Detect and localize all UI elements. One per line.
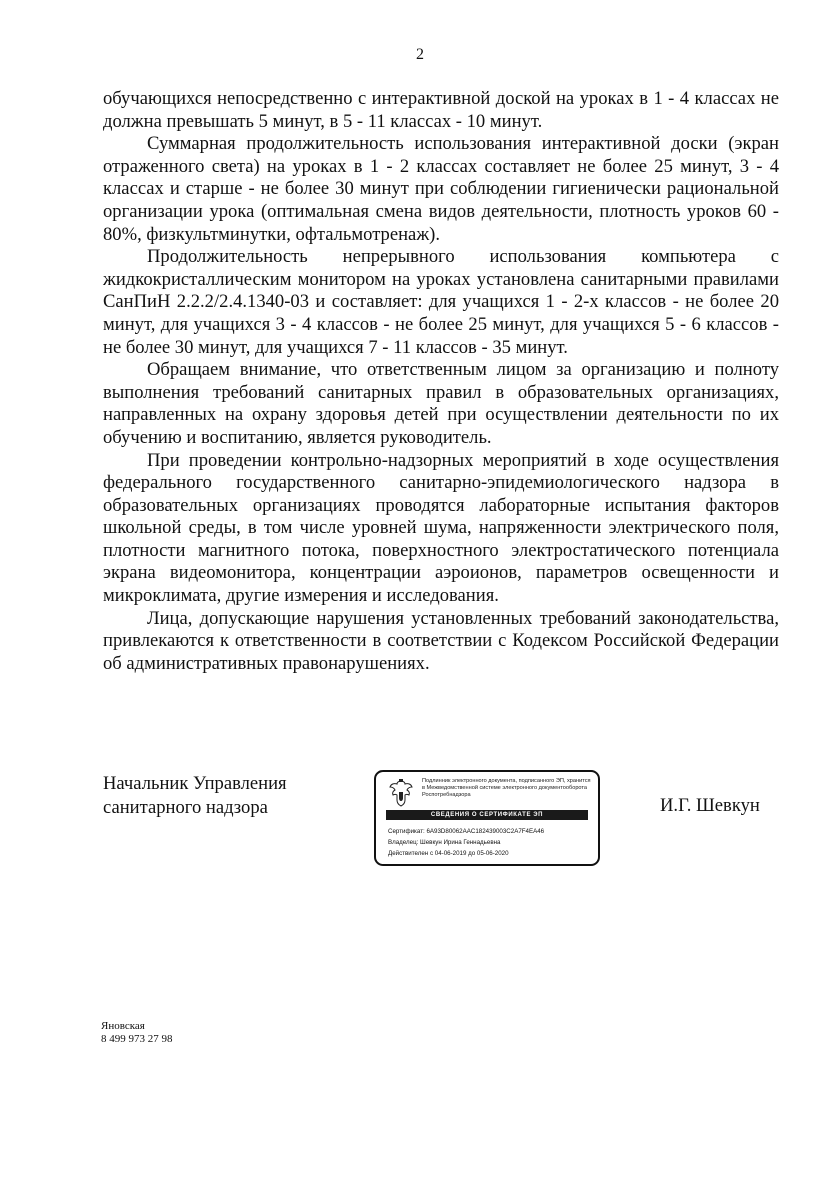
executor-name: Яновская [101,1020,145,1032]
paragraph: При проведении контрольно-надзорных мероприятий в ходе осуществления федерального государственного санитарно-эпидемиологического надзора в образовательных организациях проводятся лабораторные испытания факторов школьной среды, в том числе уровней шума, напряженности электрического поля, плотности магнитного потока, поверхностного электростатического потенциала экрана видеомонитора, концентрации аэроионов, параметров освещенности и микроклимата, другие измерения и исследования. [103,449,779,607]
coat-of-arms-icon [386,778,416,808]
paragraph: Продолжительность непрерывного использования компьютера с жидкокристаллическим монитором на уроках установлена санитарными правилами СанПиН 2.2.2/2.4.1340-03 и составляет: для учащихся 1 - 2-х классов - не более 20 минут, для учащихся 3 - 4 классов - не более 25 минут, для учащихся 5 - 6 классов - не более 30 минут, для учащихся 7 - 11 классов - 35 минут. [103,246,779,358]
certificate-number: Сертификат: 6A93D80062AAC182439003C2A7F4EA46 [388,828,545,835]
signer-title-line: санитарного надзора [103,797,268,818]
signer-title [103,772,287,820]
executor-info [101,1020,173,1045]
paragraph: Суммарная продолжительность использования интерактивной доски (экран отраженного света) на уроках в 1 - 2 классах составляет не более 25 минут, 3 - 4 классах и старше - не более 30 минут при соблюдении гигиенически рациональной организации урока (оптимальная смена видов деятельности, плотность уроков 60 - 80%, физкультминутки, офтальмотренаж). [103,133,779,245]
paragraph: Лица, допускающие нарушения установленных требований законодательства, привлекаются к ответственности в соответствии с Кодексом Российской Федерации об административных правонарушениях. [103,607,779,674]
signer-name: И.Г. Шевкун [660,795,760,816]
paragraph: обучающихся непосредственно с интерактивной доской на уроках в 1 - 4 классах не должна превышать 5 минут, в 5 - 11 классах - 10 минут. [103,88,779,132]
stamp-note: Подлинник электронного документа, подписанного ЭП, хранится в Межведомственной системе электронного документооборота Роспотребнадзора [422,778,591,798]
signer-title-line: Начальник Управления [103,773,287,794]
stamp-details [388,826,592,859]
stamp-header: СВЕДЕНИЯ О СЕРТИФИКАТЕ ЭП [386,810,588,820]
paragraph: Обращаем внимание, что ответственным лицом за организацию и полноту выполнения требований санитарных правил в образовательных организациях, направленных на охрану здоровья детей при осуществлении деятельности по их обучению и воспитанию, является руководитель. [103,359,779,448]
certificate-validity: Действителен с 04-06-2019 до 05-06-2020 [388,850,509,857]
letter-body [103,88,779,675]
executor-phone: 8 499 973 27 98 [101,1032,173,1045]
page-number: 2 [416,46,424,63]
electronic-signature-stamp [374,770,600,866]
certificate-owner: Владелец: Шевкун Ирина Геннадьевна [388,839,501,846]
